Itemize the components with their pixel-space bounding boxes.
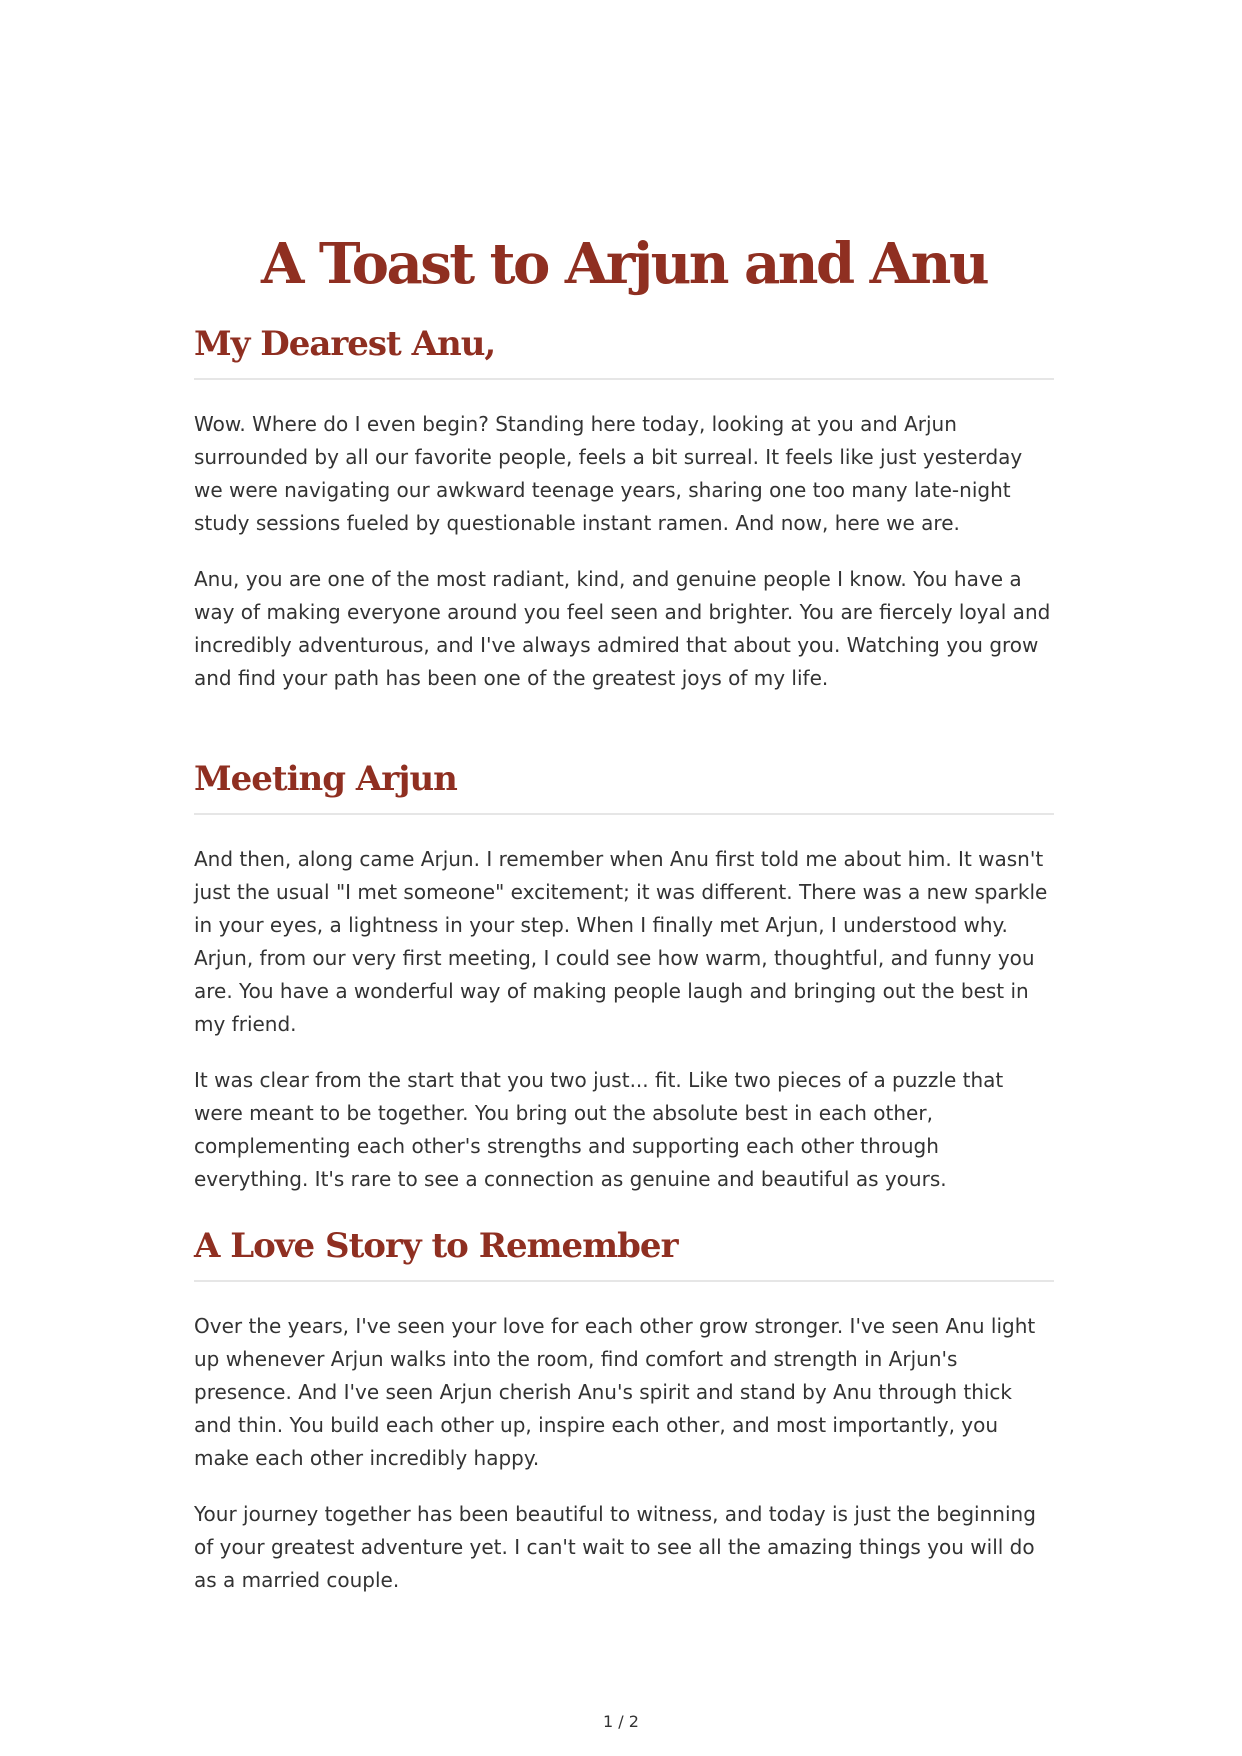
page-title: A Toast to Arjun and Anu	[260, 231, 988, 297]
section-meeting-arjun	[194, 757, 1054, 1196]
paragraph: Anu, you are one of the most radiant, kind, and genuine people I know. You have a way of making everyone around you feel seen and brighter. You are fiercely loyal and incredibly adventurous, and I've always admired that about you. Watching you grow and find your path has been one of the greatest joys of my life.	[194, 567, 1051, 690]
section-heading: A Love Story to Remember	[194, 1224, 1054, 1282]
paragraph: It was clear from the start that you two just... fit. Like two pieces of a puzzle that were meant to be together. You bring out the absolute best in each other, complementing each other's strengths and supporting each other through everything. It's rare to see a connection as genuine and beautiful as yours.	[194, 1068, 1004, 1191]
paragraph: Over the years, I've seen your love for each other grow stronger. I've seen Anu light up whenever Arjun walks into the room, find comfort and strength in Arjun's presence. And I've seen Arjun cherish Anu's spirit and stand by Anu through thick and thin. You build each other up, inspire each other, and most importantly, you make each other incredibly happy.	[194, 1314, 1036, 1470]
paragraph: Wow. Where do I even begin? Standing here today, looking at you and Arjun surrounded by all our favorite people, feels a bit surreal. It feels like just yesterday we were navigating our awkward teenage years, sharing one too many late-night study sessions fueled by questionable instant ramen. And now, here we are.	[194, 412, 1023, 535]
paragraph: And then, along came Arjun. I remember when Anu first told me about him. It wasn't just the usual "I met someone" excitement; it was different. There was a new sparkle in your eyes, a lightness in your step. When I finally met Arjun, I understood why. Arjun, from our very first meeting, I could see how warm, thoughtful, and funny you are. You have a wonderful way of making people laugh and bringing out the best in my friend.	[194, 847, 1048, 1036]
section-heading: Meeting Arjun	[194, 757, 1054, 815]
section-love-story	[194, 1224, 1054, 1597]
section-dearest-anu	[194, 322, 1054, 695]
page-number: 1 / 2	[603, 1712, 639, 1731]
paragraph: Your journey together has been beautiful to witness, and today is just the beginning of your greatest adventure yet. I can't wait to see all the amazing things you will do as a married couple.	[194, 1502, 1036, 1592]
section-heading: My Dearest Anu,	[194, 322, 1054, 380]
